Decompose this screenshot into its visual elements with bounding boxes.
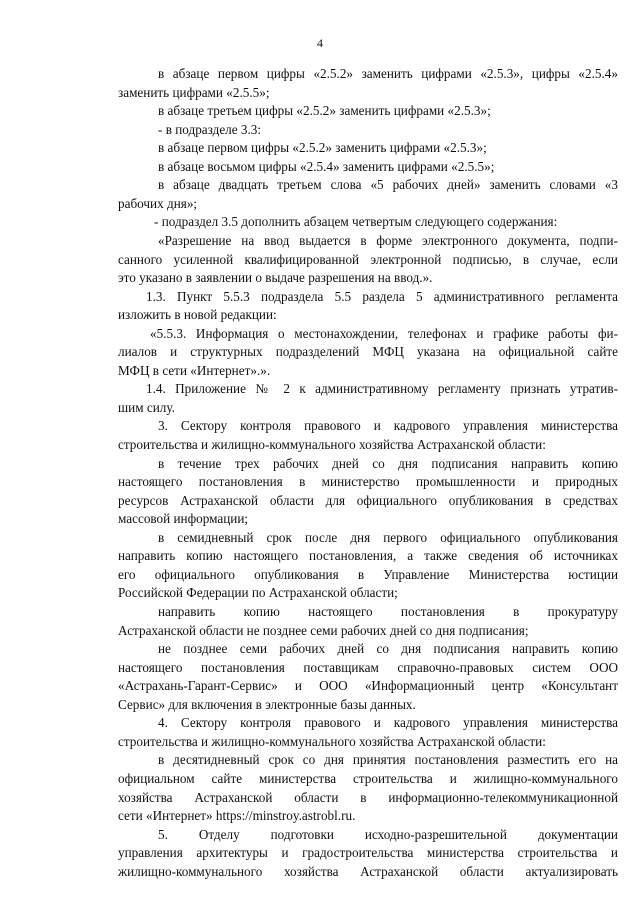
text-line: в абзаце первом цифры «2.5.2» заменить цифрами «2.5.3»; [158,140,487,156]
text-line: сети «Интернет» https://minstroy.astrobl.ru. [118,808,356,823]
text-line: Российской Федерации по Астраханской области; [118,585,398,601]
text-line: настоящего постановления в министерство промышленности и природных [118,474,618,490]
text-line: хозяйства Астраханской области в информационно-телекоммуникационной [118,789,618,805]
text-line: Астраханской области не позднее семи рабочих дней со дня подписания; [118,622,529,638]
text-line: в абзаце двадцать третьем слова «5 рабочих дней» заменить словами «3 [158,177,618,193]
text-line: в течение трех рабочих дней со дня подписания направить копию [158,455,618,471]
text-line: заменить цифрами «2.5.5»; [118,84,270,100]
text-line: «Астрахань-Гарант-Сервис» и ООО «Информационный центр «Консультант [118,678,618,694]
text-line: рабочих дня»; [118,195,198,211]
text-line: его официального опубликования в Управление Министерства юстиции [118,566,618,582]
text-line: изложить в новой редакции: [118,307,277,323]
text-line: санного усиленной квалифицированной электронной подписью, в случае, если [118,251,618,267]
text-line: ресурсов Астраханской области для официального опубликования в средствах [118,492,618,508]
text-line: 5. Отделу подготовки исходно-разрешительной документации [158,826,618,842]
text-line: 3. Сектору контроля правового и кадрового управления министерства [158,418,618,434]
text-line: жилищно-коммунального хозяйства Астраханской области актуализировать [118,863,618,879]
text-line: в абзаце первом цифры «2.5.2» заменить цифрами «2.5.3», цифры «2.5.4» [158,66,618,81]
text-line: - подраздел 3.5 дополнить абзацем четвертым следующего содержания: [154,214,558,230]
text-line: направить копию настоящего постановления в прокуратуру [158,604,618,619]
text-line: в семидневный срок после дня первого официального опубликования [158,529,618,545]
text-line: 1.3. Пункт 5.5.3 подраздела 5.5 раздела 5 административного регламента [146,288,618,304]
text-line: массовой информации; [118,511,249,527]
text-line: строительства и жилищно-коммунального хозяйства Астраханской области: [118,437,546,452]
text-line: в десятидневный срок со дня принятия постановления разместить его на [158,752,618,768]
text-line: шим силу. [118,399,175,415]
text-line: «5.5.3. Информация о местонахождении, телефонах и графике работы фи- [150,325,618,341]
text-line: настоящего постановления поставщикам справочно-правовых систем ООО [118,659,618,675]
text-line: это указано в заявлении о выдаче разрешения на ввод.». [118,270,433,286]
text-line: не позднее семи рабочих дней со дня подписания направить копию [158,641,618,657]
text-line: управления архитектуры и градостроительства министерства строительства и [118,845,618,861]
text-line: «Разрешение на ввод выдается в форме электронного документа, подпи- [158,233,618,248]
text-line: МФЦ в сети «Интернет».». [118,362,271,378]
text-line: в абзаце восьмом цифры «2.5.4» заменить цифрами «2.5.5»; [158,158,495,174]
text-line: официальном сайте министерства строительства и жилищно-коммунального [118,770,618,786]
text-line: - в подразделе 3.3: [158,121,262,137]
text-line: 4. Сектору контроля правового и кадрового управления министерства [158,715,618,731]
text-line: 1.4. Приложение № 2 к административному регламенту признать утратив- [146,381,618,397]
text-line: Сервис» для включения в электронные базы данных. [118,696,416,712]
text-line: в абзаце третьем цифры «2.5.2» заменить цифрами «2.5.3»; [158,103,491,119]
text-line: строительства и жилищно-коммунального хозяйства Астраханской области: [118,733,546,749]
text-line: направить копию настоящего постановления, а также сведения об источниках [118,548,618,564]
page-number: 4 [317,36,323,50]
text-line: лиалов и структурных подразделений МФЦ указана на официальной сайте [118,344,618,360]
